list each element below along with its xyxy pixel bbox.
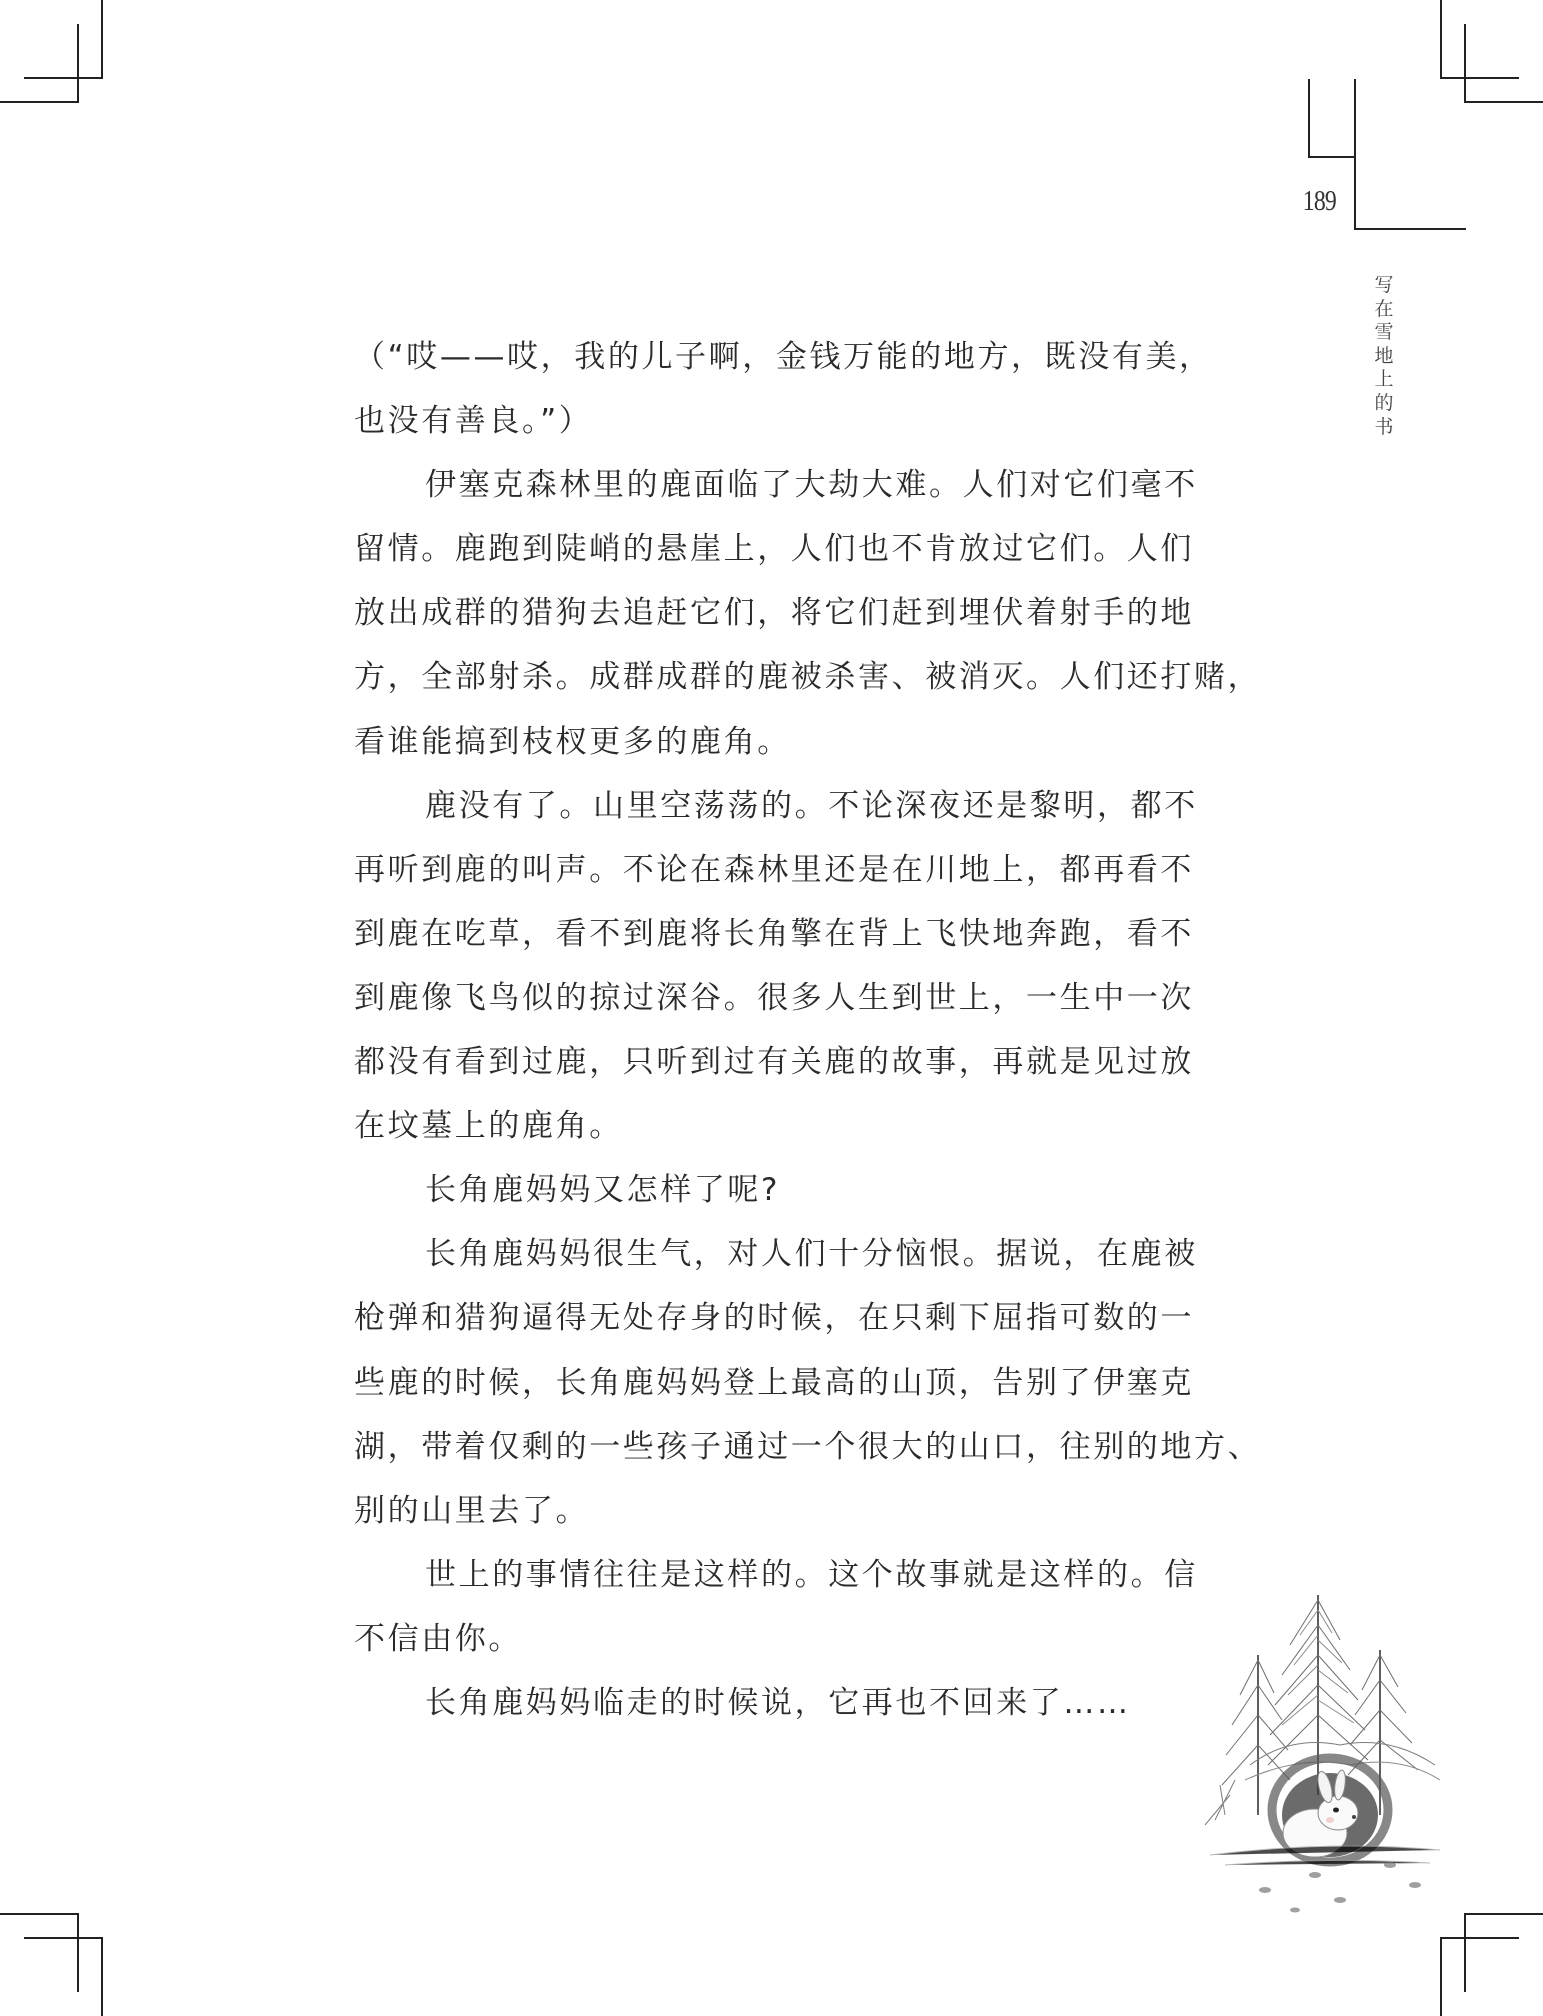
crop-mark [1440,0,1442,79]
crop-mark [1440,77,1519,79]
text-line: 世上的事情往往是这样的。这个故事就是这样的。信 [425,1556,1198,1593]
text-line: 鹿没有了。山里空荡荡的。不论深夜还是黎明，都不 [425,787,1198,824]
crop-mark [0,1913,79,1915]
crop-mark [0,101,79,103]
header-frame-line [1308,156,1355,158]
header-frame-line [1354,228,1466,230]
header-frame-line [1308,79,1310,158]
text-line: 到鹿像飞鸟似的掠过深谷。很多人生到世上，一生中一次 [354,979,1194,1016]
crop-mark [24,77,103,79]
crop-mark [1464,1913,1466,1992]
crop-mark [1464,24,1466,103]
text-line: 伊塞克森林里的鹿面临了大劫大难。人们对它们毫不 [425,467,1198,504]
text-line: （“哎——哎，我的儿子啊，金钱万能的地方，既没有美， [354,339,1213,375]
text-line: 些鹿的时候，长角鹿妈妈登上最高的山顶，告别了伊塞克 [354,1364,1194,1401]
crop-mark [77,1913,79,1992]
text-line: 留情。鹿跑到陡峭的悬崖上，人们也不肯放过它们。人们 [354,531,1194,568]
text-line: 别的山里去了。 [354,1492,590,1529]
crop-mark [1440,1937,1442,2016]
crop-mark [1464,1913,1543,1915]
rabbit-illustration [1190,1565,1470,1915]
text-line: 长角鹿妈妈又怎样了呢? [425,1172,781,1209]
text-line: 枪弹和猎狗逼得无处存身的时候，在只剩下屈指可数的一 [354,1300,1194,1337]
text-line: 放出成群的猎狗去追赶它们，将它们赶到埋伏着射手的地 [354,595,1194,632]
text-line: 到鹿在吃草，看不到鹿将长角擎在背上飞快地奔跑，看不 [354,915,1194,952]
text-line: 再听到鹿的叫声。不论在森林里还是在川地上，都再看不 [354,851,1194,888]
crop-mark [101,1937,103,2016]
text-line: 看谁能搞到枝杈更多的鹿角。 [354,723,791,760]
text-line: 在坟墓上的鹿角。 [354,1108,623,1145]
crop-mark [1464,101,1543,103]
header-frame-line [1354,79,1356,230]
page-number: 189 [1302,185,1336,217]
running-title: 写在雪地上的书 [1374,274,1394,438]
text-line: 长角鹿妈妈临走的时候说，它再也不回来了…… [425,1684,1131,1721]
text-line: 也没有善良。”） [354,403,593,440]
text-line: 湖，带着仅剩的一些孩子通过一个很大的山口，往别的地方、 [354,1428,1262,1465]
body-text [354,325,1262,1735]
text-line: 长角鹿妈妈很生气，对人们十分恼恨。据说，在鹿被 [425,1236,1198,1273]
crop-mark [24,1937,103,1939]
text-line: 不信由你。 [354,1620,522,1657]
text-line: 都没有看到过鹿，只听到过有关鹿的故事，再就是见过放 [354,1044,1194,1081]
text-line: 方，全部射杀。成群成群的鹿被杀害、被消灭。人们还打赌， [354,659,1262,696]
crop-mark [77,24,79,103]
crop-mark [1440,1937,1519,1939]
crop-mark [101,0,103,79]
